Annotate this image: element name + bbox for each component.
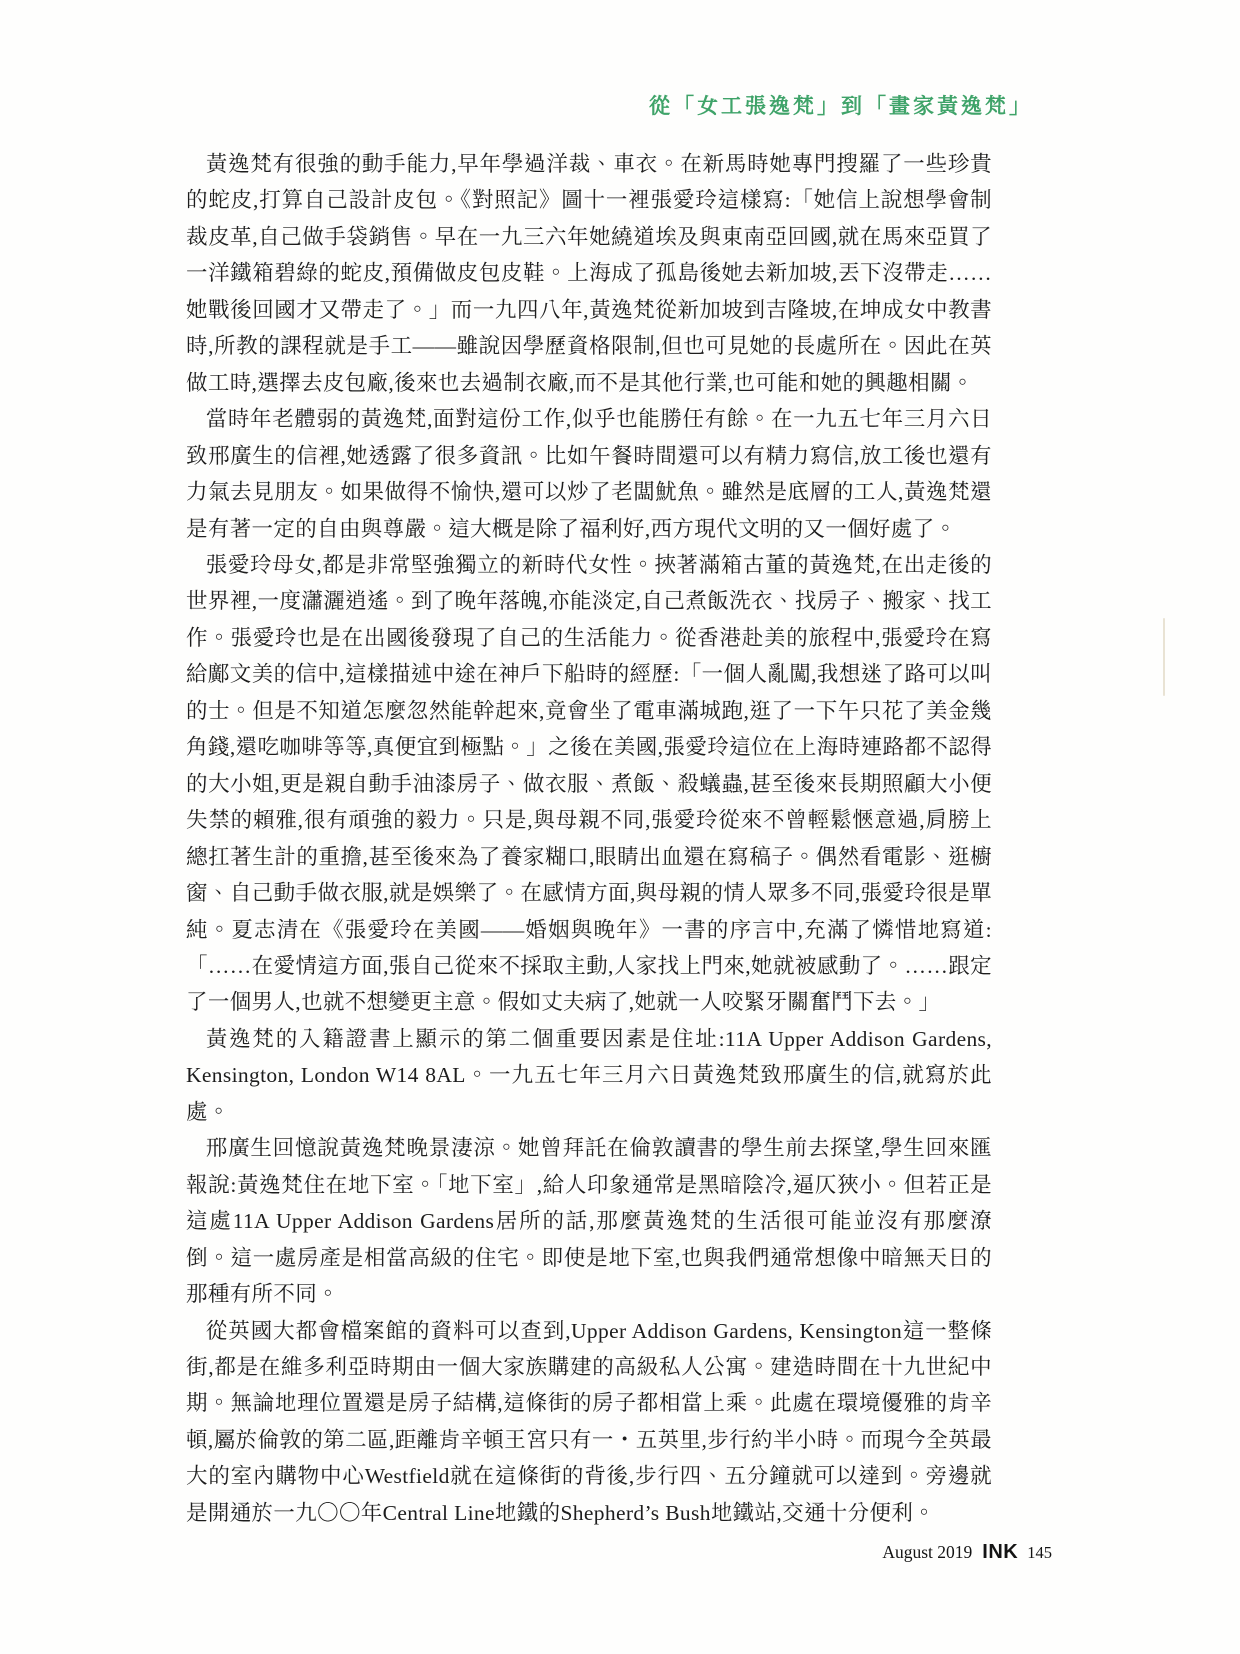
magazine-logo: INK <box>982 1541 1019 1563</box>
scan-artifact-line <box>1163 618 1165 696</box>
article-paragraph: 從英國大都會檔案館的資料可以查到,Upper Addison Gardens, Kensington這一整條街,都是在維多利亞時期由一個大家族購建的高級私人公寓。建造時間在十九世紀中期。無論地理位置還是房子結構,這條街的房子都相當上乘。此處在環境優雅的肯辛頓,屬於倫敦的第二區,距離肯辛頓王宮只有一・五英里,步行約半小時。而現今全英最大的室內購物中心Westfield就在這條街的背後,步行四、五分鐘就可以達到。旁邊就是開通於一九〇〇年Central Line地鐵的Shepherd’s Bush地鐵站,交通十分便利。 <box>186 1318 992 1525</box>
article-paragraph: 黃逸梵有很強的動手能力,早年學過洋裁、車衣。在新馬時她專門搜羅了一些珍貴的蛇皮,打算自己設計皮包。《對照記》圖十一裡張愛玲這樣寫:「她信上說想學會制裁皮革,自己做手袋銷售。早在一九三六年她繞道埃及與東南亞回國,就在馬來亞買了一洋鐵箱碧綠的蛇皮,預備做皮包皮鞋。上海成了孤島後她去新加坡,丟下沒帶走……她戰後回國才又帶走了。」而一九四八年,黃逸梵從新加坡到吉隆坡,在坤成女中教書時,所教的課程就是手工——雖說因學歷資格限制,但也可見她的長處所在。因此在英做工時,選擇去皮包廠,後來也去過制衣廠,而不是其他行業,也可能和她的興趣相關。 <box>186 152 992 395</box>
article-paragraph: 邢廣生回憶說黃逸梵晚景淒涼。她曾拜託在倫敦讀書的學生前去探望,學生回來匯報說:黃逸梵住在地下室。「地下室」,給人印象通常是黑暗陰冷,逼仄狹小。但若正是這處11A Upper Addison Gardens居所的話,那麼黃逸梵的生活很可能並沒有那麼潦倒。這一處房產是相當高級的住宅。即使是地下室,也與我們通常想像中暗無天日的那種有所不同。 <box>186 1136 992 1307</box>
footer-issue-date: August 2019 <box>882 1542 973 1562</box>
article-body <box>186 146 992 1531</box>
running-head: 從「女工張逸梵」到「畫家黃逸梵」 <box>649 94 1033 118</box>
article-paragraph: 張愛玲母女,都是非常堅強獨立的新時代女性。挾著滿箱古董的黃逸梵,在出走後的世界裡,一度瀟灑逍遙。到了晚年落魄,亦能淡定,自己煮飯洗衣、找房子、搬家、找工作。張愛玲也是在出國後發現了自己的生活能力。從香港赴美的旅程中,張愛玲在寫給鄺文美的信中,這樣描述中途在神戶下船時的經歷:「一個人亂闖,我想迷了路可以叫的士。但是不知道怎麼忽然能幹起來,竟會坐了電車滿城跑,逛了一下午只花了美金幾角錢,還吃咖啡等等,真便宜到極點。」之後在美國,張愛玲這位在上海時連路都不認得的大小姐,更是親自動手油漆房子、做衣服、煮飯、殺蟻蟲,甚至後來長期照顧大小便失禁的賴雅,很有頑強的毅力。只是,與母親不同,張愛玲從來不曾輕鬆愜意過,肩膀上總扛著生計的重擔,甚至後來為了養家糊口,眼睛出血還在寫稿子。偶然看電影、逛櫥窗、自己動手做衣服,就是娛樂了。在感情方面,與母親的情人眾多不同,張愛玲很是單純。夏志清在《張愛玲在美國——婚姻與晚年》一書的序言中,充滿了憐惜地寫道:「……在愛情這方面,張自己從來不採取主動,人家找上門來,她就被感動了。……跟定了一個男人,也就不想變更主意。假如丈夫病了,她就一人咬緊牙關奮鬥下去。」 <box>186 552 992 1015</box>
page-number: 145 <box>1027 1543 1052 1562</box>
article-paragraph: 黃逸梵的入籍證書上顯示的第二個重要因素是住址:11A Upper Addison Gardens, Kensington, London W14 8AL。一九五七年三月六日黃逸梵致邢廣生的信,就寫於此處。 <box>186 1026 992 1124</box>
article-paragraph: 當時年老體弱的黃逸梵,面對這份工作,似乎也能勝任有餘。在一九五七年三月六日致邢廣生的信裡,她透露了很多資訊。比如午餐時間還可以有精力寫信,放工後也還有力氣去見朋友。如果做得不愉快,還可以炒了老闆魷魚。雖然是底層的工人,黃逸梵還是有著一定的自由與尊嚴。這大概是除了福利好,西方現代文明的又一個好處了。 <box>186 407 992 541</box>
page-footer <box>882 1541 1052 1564</box>
